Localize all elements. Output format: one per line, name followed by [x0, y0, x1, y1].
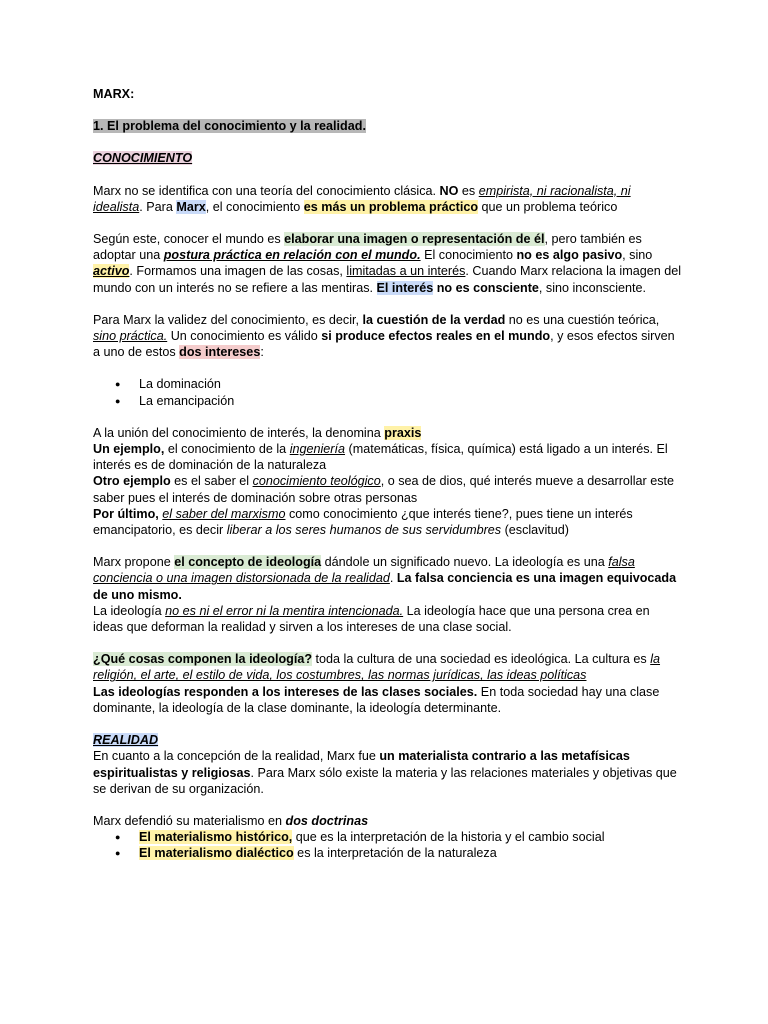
- paragraph-3: Para Marx la validez del conocimiento, es decir, la cuestión de la verdad no es una cuestión teórica, sino práctica. Un conocimiento es válido si produce efectos reales en el mundo, y esos efectos sirven a uno de estos dos intereses:: [93, 312, 675, 360]
- paragraph-7: Por último, el saber del marxismo como conocimiento ¿que interés tiene?, pues tiene un interés emancipatorio, es decir liberar a los seres humanos de sus servidumbres (esclavitud): [93, 506, 633, 538]
- paragraph-1: Marx no se identifica con una teoría del conocimiento clásica. NO es empirista, ni racionalista, ni idealista. Para Marx, el conocimiento es más un problema práctico que un problema teórico: [93, 183, 631, 214]
- doctrines-list: [93, 829, 683, 861]
- paragraph-9: La ideología no es ni el error ni la mentira intencionada. La ideología hace que una persona crea en ideas que deforman la realidad y sirven a los intereses de una clase social.: [93, 603, 650, 635]
- paragraph-12: En cuanto a la concepción de la realidad, Marx fue un materialista contrario a las metafísicas espiritualistas y religiosas. Para Marx sólo existe la materia y las relaciones materiales y objetivas que se derivan de su organización.: [93, 749, 677, 796]
- list-item: ● El materialismo histórico, que es la interpretación de la historia y el cambio social: [93, 829, 683, 845]
- document-body: [93, 86, 683, 862]
- list-item: ● La dominación: [93, 376, 683, 392]
- list-item: ● El materialismo dialéctico es la interpretación de la naturaleza: [93, 845, 683, 861]
- conocimiento-heading: CONOCIMIENTO: [93, 151, 193, 166]
- paragraph-13: Marx defendió su materialismo en dos doctrinas: [93, 813, 369, 828]
- section-heading: 1. El problema del conocimiento y la realidad.: [93, 119, 366, 134]
- paragraph-6: Otro ejemplo es el saber el conocimiento teológico, o sea de dios, qué interés mueve a desarrollar este saber pues el interés de dominación sobre otras personas: [93, 474, 675, 505]
- paragraph-11: Las ideologías responden a los intereses de las clases sociales. En toda sociedad hay una clase dominante, la ideología de la clase dominante, la ideología determinante.: [93, 684, 660, 715]
- paragraph-4: A la unión del conocimiento de interés, la denomina praxis: [93, 425, 422, 440]
- paragraph-2: Según este, conocer el mundo es elaborar una imagen o representación de él, pero también es adoptar una postura práctica en relación con el mundo. El conocimiento no es algo pasivo, sino activo. Formamos una imagen de las cosas, limitadas a un interés. Cuando Marx relaciona la imagen del mundo con un interés no se refiere a las mentiras. El interés no es consciente, sino inconsciente.: [93, 232, 682, 295]
- doc-title: MARX:: [93, 87, 135, 101]
- list-item: ● La emancipación: [93, 393, 683, 409]
- paragraph-5: Un ejemplo, el conocimiento de la ingeniería (matemáticas, física, química) está ligado a un interés. El interés es de dominación de la naturaleza: [93, 442, 668, 473]
- realidad-heading: REALIDAD: [93, 733, 159, 748]
- paragraph-8: Marx propone el concepto de ideología dándole un significado nuevo. La ideología es una falsa conciencia o una imagen distorsionada de la realidad. La falsa conciencia es una imagen equivocada de uno mismo.: [93, 555, 677, 602]
- interests-list: [93, 376, 683, 408]
- paragraph-10: ¿Qué cosas componen la ideología? toda la cultura de una sociedad es ideológica. La cultura es la religión, el arte, el estilo de vida, los costumbres, las normas jurídicas, las ideas políticas: [93, 652, 661, 683]
